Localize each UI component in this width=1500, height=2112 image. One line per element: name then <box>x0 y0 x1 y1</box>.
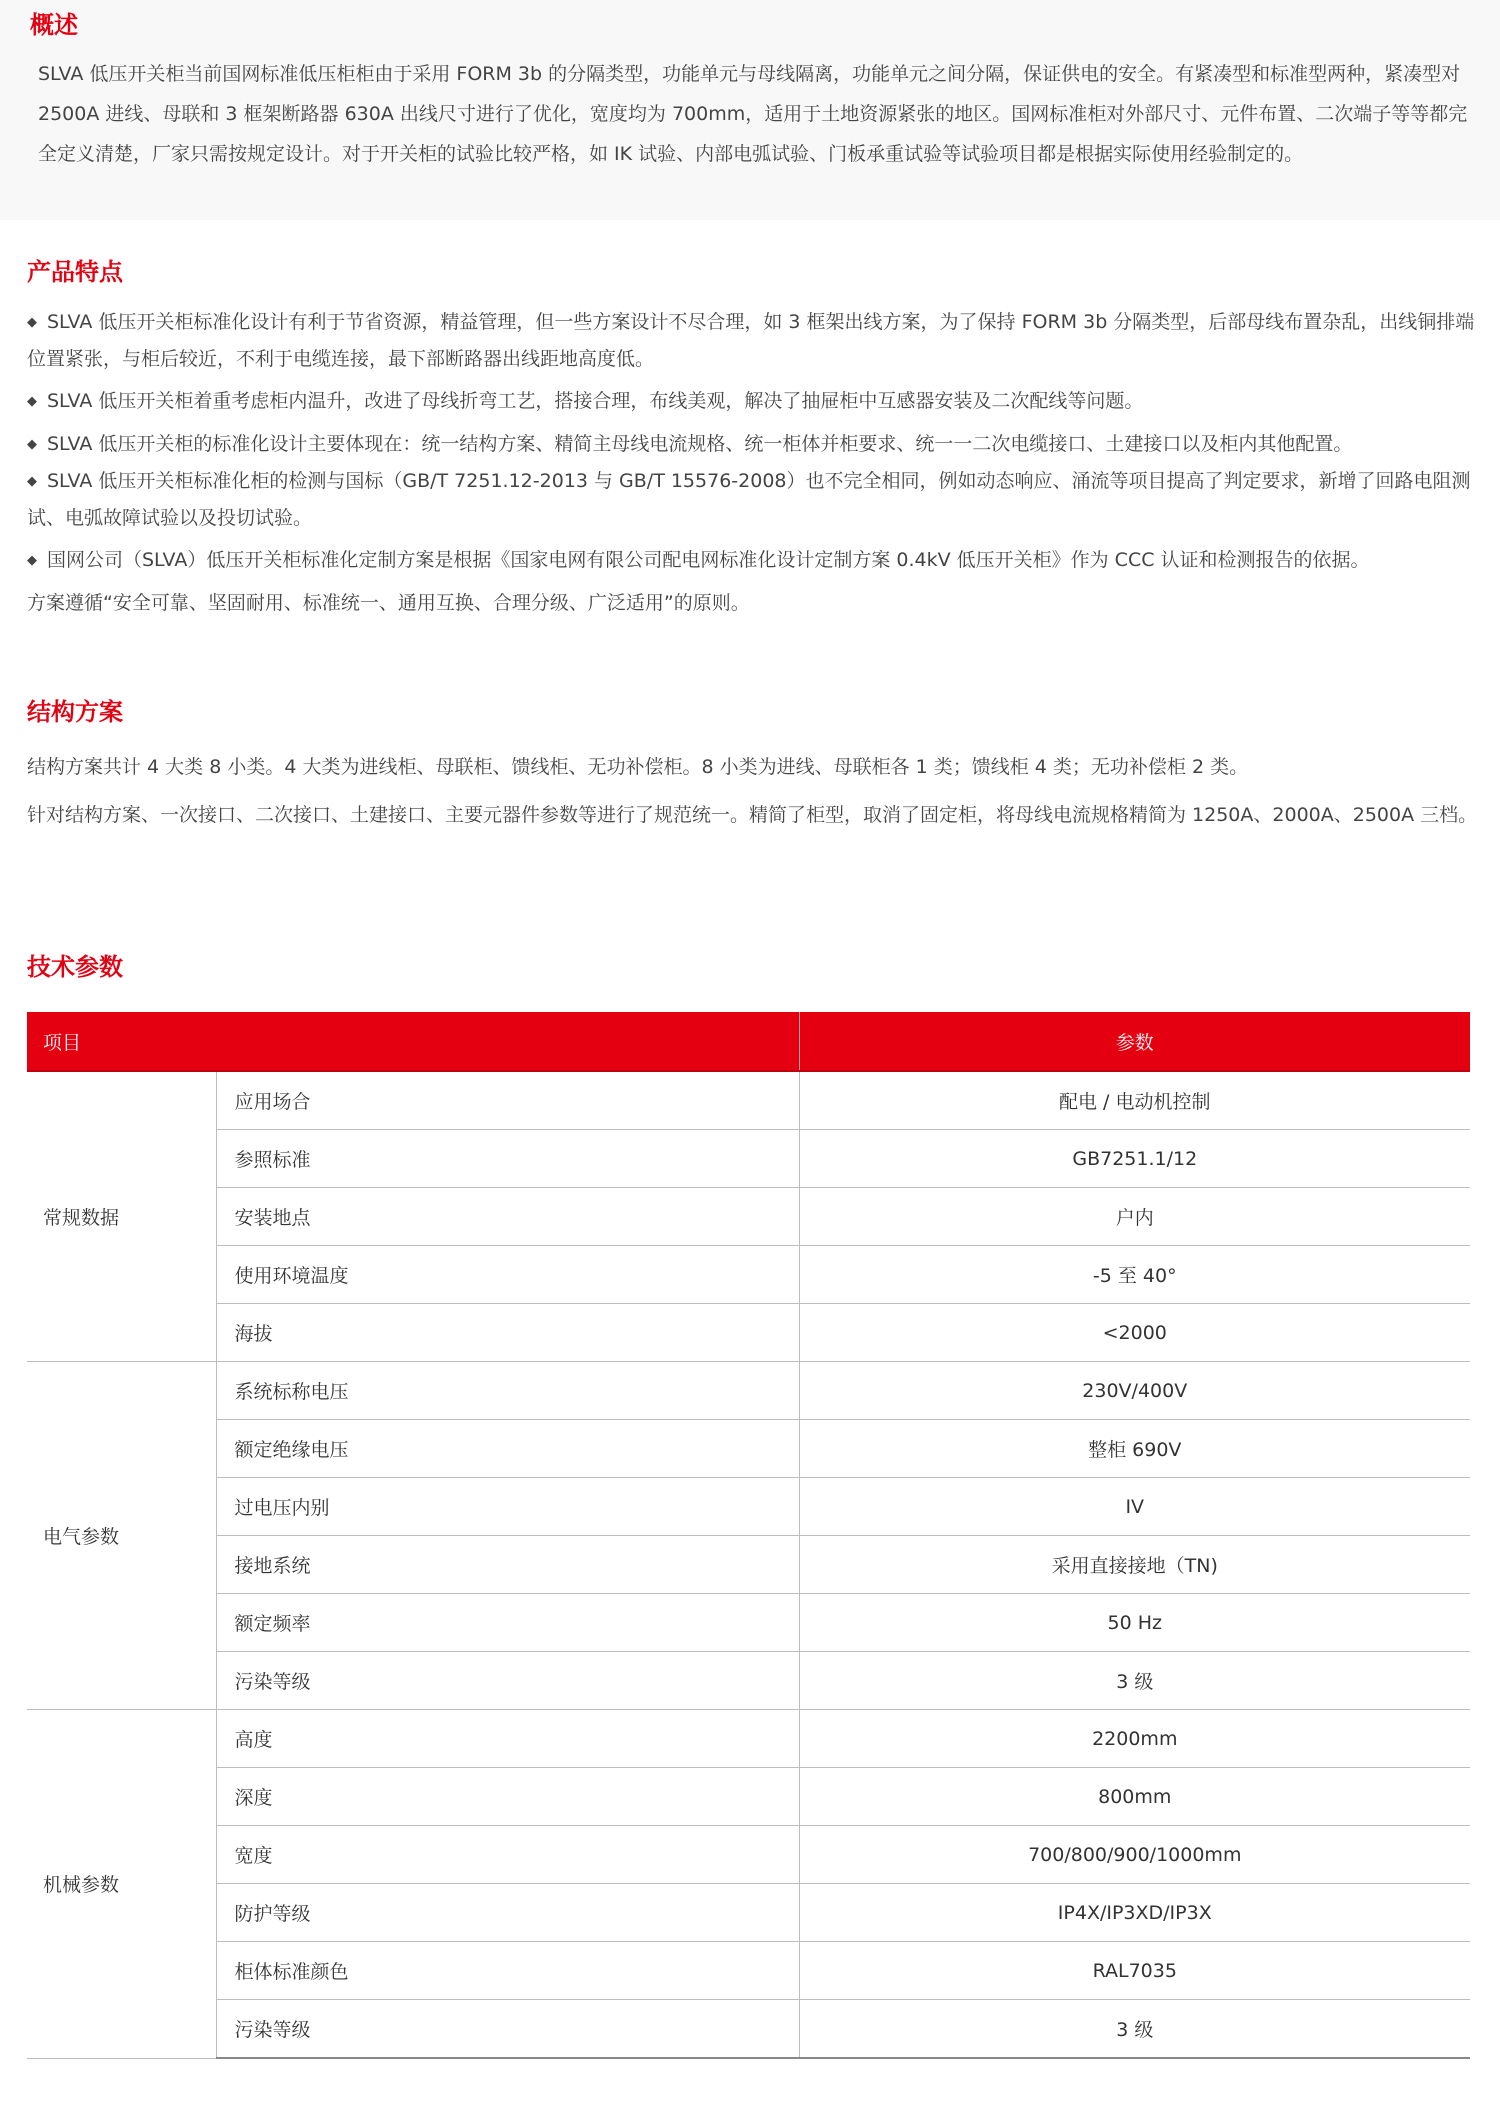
table-row <box>27 1130 1470 1188</box>
feature-bullet: ◆ 国网公司（SLVA）低压开关柜标准化定制方案是根据《国家电网有限公司配电网标准化设计定制方案 0.4kV 低压开关柜》作为 CCC 认证和检测报告的依据。 <box>27 542 1487 579</box>
table-row <box>27 2000 1470 2059</box>
features-closing: 方案遵循“安全可靠、坚固耐用、标准统一、通用互换、合理分级、广泛适用”的原则。 <box>27 592 750 614</box>
param-value: GB7251.1/12 <box>799 1130 1470 1188</box>
param-item: 柜体标准颜色 <box>216 1942 799 2000</box>
param-item: 海拔 <box>216 1304 799 1362</box>
table-row <box>27 1478 1470 1536</box>
header-item: 项目 <box>27 1012 799 1071</box>
table-row <box>27 1188 1470 1246</box>
structure-p2: 针对结构方案、一次接口、二次接口、土建接口、主要元器件参数等进行了规范统一。精简了柜型，取消了固定柜，将母线电流规格精简为 1250A、2000A、2500A 三档。 <box>27 804 1478 826</box>
param-value: 50 Hz <box>799 1594 1470 1652</box>
table-row <box>27 1652 1470 1710</box>
param-value: RAL7035 <box>799 1942 1470 2000</box>
structure-p1: 结构方案共计 4 大类 8 小类。4 大类为进线柜、母联柜、馈线柜、无功补偿柜。8 小类为进线、母联柜各 1 类；馈线柜 4 类；无功补偿柜 2 类。 <box>27 756 1249 778</box>
group-label: 电气参数 <box>27 1362 216 1710</box>
param-item: 系统标称电压 <box>216 1362 799 1420</box>
feature-bullet: ◆ SLVA 低压开关柜着重考虑柜内温升，改进了母线折弯工艺，搭接合理，布线美观，解决了抽屉柜中互感器安装及二次配线等问题。 <box>27 383 1487 420</box>
table-row <box>27 1420 1470 1478</box>
param-item: 过电压内别 <box>216 1478 799 1536</box>
param-item: 污染等级 <box>216 2000 799 2059</box>
param-value: 整柜 690V <box>799 1420 1470 1478</box>
param-item: 防护等级 <box>216 1884 799 1942</box>
param-item: 应用场合 <box>216 1071 799 1130</box>
table-row <box>27 1884 1470 1942</box>
feature-bullet: ◆ SLVA 低压开关柜的标准化设计主要体现在：统一结构方案、精简主母线电流规格、统一柜体并柜要求、统一一二次电缆接口、土建接口以及柜内其他配置。 <box>27 426 1487 463</box>
header-value: 参数 <box>799 1012 1470 1071</box>
param-value: 3 级 <box>799 2000 1470 2059</box>
param-item: 宽度 <box>216 1826 799 1884</box>
tech-title: 技术参数 <box>27 953 123 981</box>
param-value: 700/800/900/1000mm <box>799 1826 1470 1884</box>
param-value: <2000 <box>799 1304 1470 1362</box>
table-row <box>27 1304 1470 1362</box>
overview-section <box>0 0 1500 220</box>
features-list <box>27 304 1487 585</box>
param-value: 配电 / 电动机控制 <box>799 1071 1470 1130</box>
param-value: IV <box>799 1478 1470 1536</box>
table-row <box>27 1710 1470 1768</box>
structure-title: 结构方案 <box>27 698 123 726</box>
param-value: 2200mm <box>799 1710 1470 1768</box>
param-value: 230V/400V <box>799 1362 1470 1420</box>
table-row <box>27 1071 1470 1130</box>
param-item: 污染等级 <box>216 1652 799 1710</box>
param-item: 额定绝缘电压 <box>216 1420 799 1478</box>
param-value: 3 级 <box>799 1652 1470 1710</box>
param-item: 接地系统 <box>216 1536 799 1594</box>
param-value: -5 至 40° <box>799 1246 1470 1304</box>
table-row <box>27 1826 1470 1884</box>
param-item: 安装地点 <box>216 1188 799 1246</box>
param-item: 高度 <box>216 1710 799 1768</box>
table-header-row <box>27 1012 1470 1071</box>
param-value: IP4X/IP3XD/IP3X <box>799 1884 1470 1942</box>
table-row <box>27 1594 1470 1652</box>
overview-text: SLVA 低压开关柜当前国网标准低压柜柜由于采用 FORM 3b 的分隔类型，功能单元与母线隔离，功能单元之间分隔，保证供电的安全。有紧凑型和标准型两种，紧凑型对 2500A 进线、母联和 3 框架断路器 630A 出线尺寸进行了优化，宽度均为 700mm，适用于土地资源紧张的地区。国网标准柜对外部尺寸、元件布置、二次端子等等都完全定义清楚，厂家只需按规定设计。对于开关柜的试验比较严格，如 IK 试验、内部电弧试验、门板承重试验等试验项目都是根据实际使用经验制定的。 <box>38 63 1468 165</box>
tech-params-table <box>27 1012 1470 2059</box>
table-row <box>27 1942 1470 2000</box>
overview-title: 概述 <box>30 11 78 39</box>
group-label: 机械参数 <box>27 1710 216 2059</box>
param-value: 采用直接接地（TN) <box>799 1536 1470 1594</box>
table-row <box>27 1362 1470 1420</box>
feature-bullet: ◆ SLVA 低压开关柜标准化设计有利于节省资源，精益管理，但一些方案设计不尽合理，如 3 框架出线方案，为了保持 FORM 3b 分隔类型，后部母线布置杂乱，出线铜排端位置紧张，与柜后较近，不利于电缆连接，最下部断路器出线距地高度低。 <box>27 304 1487 377</box>
param-value: 800mm <box>799 1768 1470 1826</box>
table-row <box>27 1536 1470 1594</box>
table-row <box>27 1768 1470 1826</box>
param-value: 户内 <box>799 1188 1470 1246</box>
param-item: 使用环境温度 <box>216 1246 799 1304</box>
param-item: 参照标准 <box>216 1130 799 1188</box>
table-row <box>27 1246 1470 1304</box>
param-item: 深度 <box>216 1768 799 1826</box>
features-title: 产品特点 <box>27 258 123 286</box>
feature-bullet: ◆ SLVA 低压开关柜标准化柜的检测与国标（GB/T 7251.12-2013 与 GB/T 15576-2008）也不完全相同，例如动态响应、涌流等项目提高了判定要求，新增了回路电阻测试、电弧故障试验以及投切试验。 <box>27 463 1487 536</box>
group-label: 常规数据 <box>27 1071 216 1362</box>
param-item: 额定频率 <box>216 1594 799 1652</box>
